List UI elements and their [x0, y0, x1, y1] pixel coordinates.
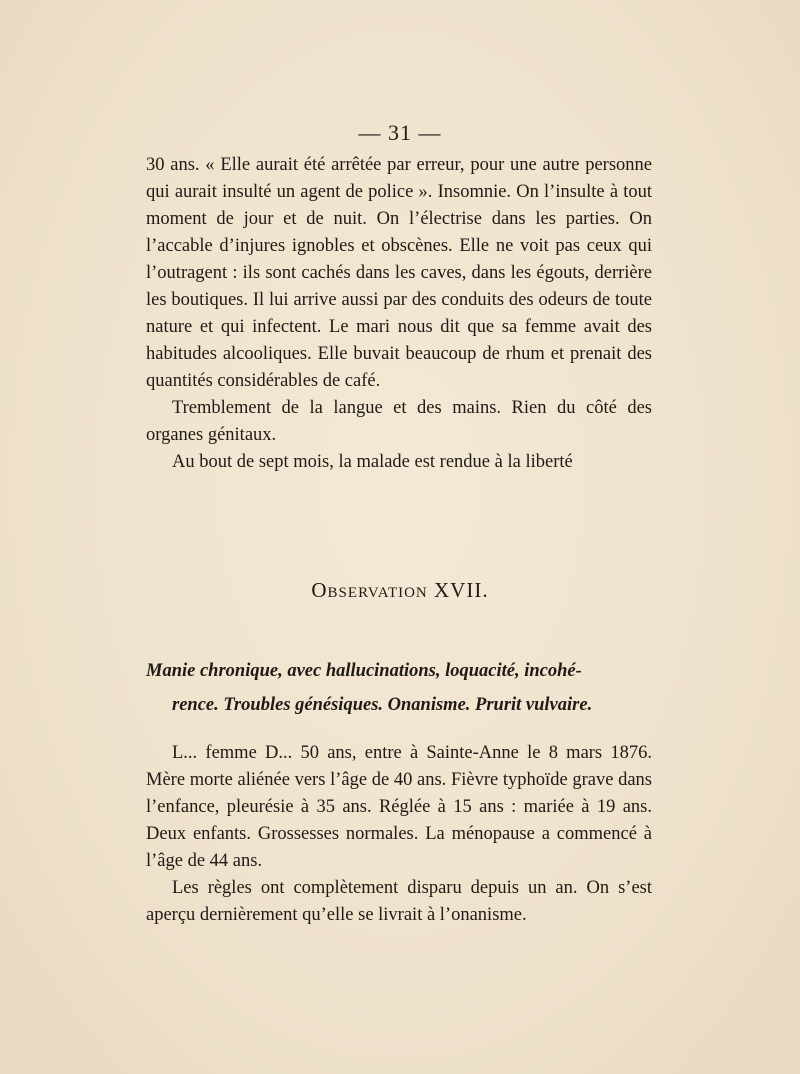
paragraph: Les règles ont complètement disparu depuis un an. On s’est aperçu dernièrement qu’elle se livrait à l’onanisme.	[146, 878, 652, 925]
paragraph: 30 ans. « Elle aurait été arrêtée par erreur, pour une autre personne qui aurait insulté un agent de police ». Insomnie. On l’insulte à tout moment de jour et de nuit. On l’électrise dans les parties. On l’accable d’injures ignobles et obscènes. Elle ne voit pas ceux qui l’outragent : ils sont cachés dans les caves, dans les égouts, derrière les boutiques. Il lui arrive aussi par des conduits des odeurs de toute nature et qui infectent. Le mari nous dit que sa femme avait des habitudes alcooliques. Elle buvait beaucoup de rhum et prenait des quantités considérables de café.	[146, 155, 652, 391]
text-block-bottom	[146, 740, 652, 929]
subtitle-line: rence. Troubles génésiques. Onanisme. Prurit vulvaire.	[172, 695, 593, 715]
paragraph: L... femme D... 50 ans, entre à Sainte-Anne le 8 mars 1876. Mère morte aliénée vers l’âge de 40 ans. Fièvre typhoïde grave dans l’enfance, pleurésie à 35 ans. Réglée à 15 ans : mariée à 19 ans. Deux enfants. Grossesses normales. La ménopause a commencé à l’âge de 44 ans.	[146, 743, 652, 871]
observation-heading-text: Observation XVII.	[311, 578, 489, 602]
page-number: — 31 —	[358, 120, 442, 145]
paragraph: Au bout de sept mois, la malade est rendue à la liberté	[172, 452, 573, 472]
text-block-top	[146, 150, 652, 476]
observation-heading	[0, 578, 800, 603]
observation-subtitle	[146, 654, 652, 722]
paragraph: Tremblement de la langue et des mains. Rien du côté des organes génitaux.	[146, 398, 652, 445]
subtitle-line: Manie chronique, avec hallucinations, loquacité, incohé-	[146, 661, 582, 681]
